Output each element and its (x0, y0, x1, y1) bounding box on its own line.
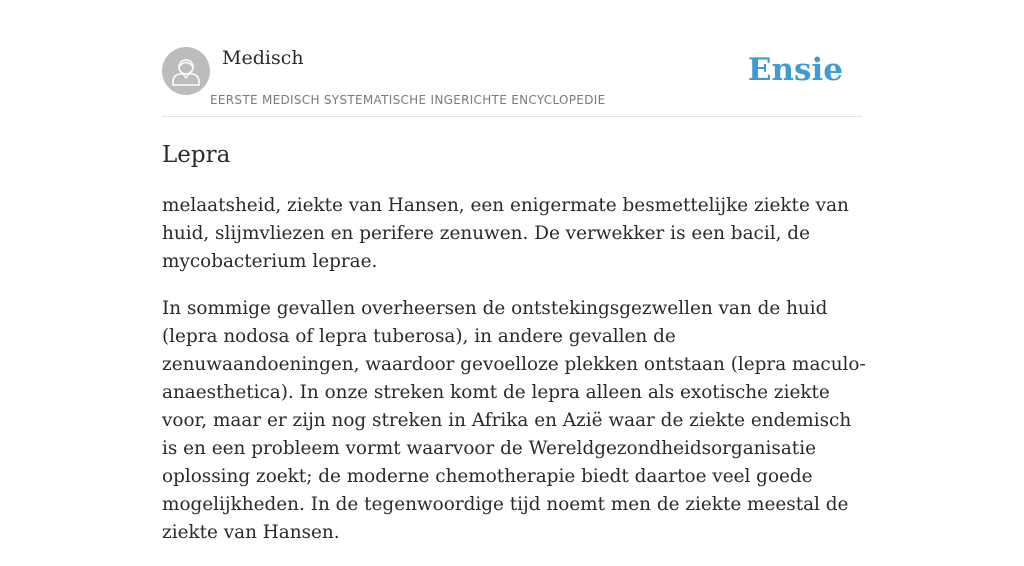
user-icon (162, 47, 210, 95)
paragraph: melaatsheid, ziekte van Hansen, een enigermate besmettelijke ziekte van huid, slijmvliezen en perifere zenuwen. De verwekker is een bacil, de mycobacterium leprae. (162, 195, 849, 272)
source-header (162, 47, 862, 117)
article-body (162, 192, 866, 566)
avatar[interactable] (162, 47, 210, 95)
brand-logo[interactable]: Ensie (747, 52, 843, 88)
page-title: Lepra (162, 142, 231, 168)
paragraph: In sommige gevallen overheersen de ontstekingsgezwellen van de huid (lepra nodosa of lepra tuberosa), in andere gevallen de zenuwaandoeningen, waardoor gevoelloze plekken ontstaan (lepra maculo-anaesthetica). In onze streken komt de lepra alleen als exotische ziekte voor, maar er zijn nog streken in Afrika en Azië waar de ziekte endemisch is en een probleem vormt waarvoor de Wereldgezondheidsorganisatie oplossing zoekt; de moderne chemotherapie biedt daartoe veel goede mogelijkheden. In de tegenwoordige tijd noemt men de ziekte meestal de ziekte van Hansen. (162, 298, 866, 543)
source-subtitle: EERSTE MEDISCH SYSTEMATISCHE INGERICHTE ENCYCLOPEDIE (210, 93, 606, 107)
source-name[interactable]: Medisch (222, 47, 304, 69)
